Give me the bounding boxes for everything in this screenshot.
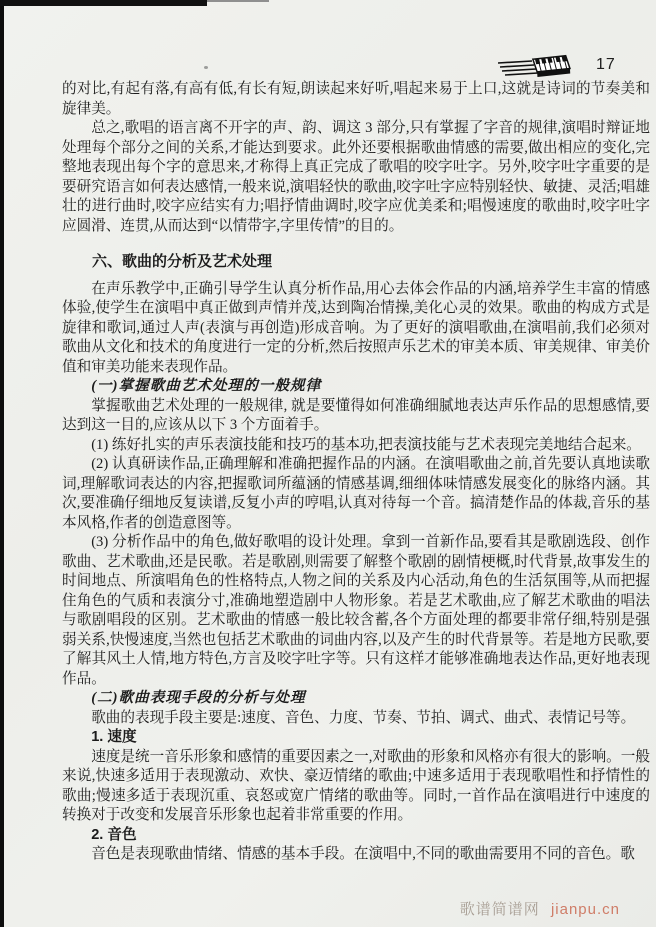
sub-heading: (一)掌握歌曲艺术处理的一般规律 <box>91 378 322 394</box>
paragraph: 音色是表现歌曲情绪、情感的基本手段。在演唱中,不同的歌曲需要用不同的音色。歌 <box>91 846 635 862</box>
scan-smudge <box>204 66 208 69</box>
paragraph: (1) 练好扎实的声乐表演技能和技巧的基本功,把表演技能与艺术表现完美地结合起来。 <box>91 436 641 453</box>
paragraph: 速度是统一音乐形象和感情的重要因素之一,对歌曲的形象和风格亦有很大的影响。一般来说,快速多适用于表现激动、欢快、豪迈情绪的歌曲;中速多适用于表现歌唱性和抒情性的歌曲;慢速多适于表现沉重、哀怒或宽广情绪的歌曲等。同时,一首作品在演唱进行中速度的转换对于改变和发展音乐形象也起着非常重要的作用。 <box>62 748 650 823</box>
paragraph: 总之,歌唱的语言离不开字的声、韵、调这 3 部分,只有掌握了字音的规律,演唱时辩证地处理每个部分之间的关系,才能达到要求。此外还要根据歌曲情感的需要,做出相应的变化,完整地表现出每个字的意思来,才称得上真正完成了歌唱的咬字吐字。另外,咬字吐字重要的是要研究语言如何表达感情,一般来说,演唱轻快的歌曲,咬字吐字应特别轻快、敏捷、灵活;唱雄壮的进行曲时,咬字应结实有力;唱抒情曲调时,咬字应优美柔和;唱慢速度的歌曲时,咬字吐字应圆滑、连贯,从而达到“以情带字,字里传情”的目的。 <box>62 120 650 234</box>
page-number: 17 <box>596 56 616 73</box>
watermark-site-name: 歌谱简谱网 <box>459 901 540 918</box>
site-watermark <box>0 898 620 919</box>
sub-heading: (二)歌曲表现手段的分析与处理 <box>91 690 306 706</box>
scan-edge-left <box>0 0 4 927</box>
piano-keyboard-icon <box>498 49 574 81</box>
numbered-heading: 2. 音色 <box>91 826 137 843</box>
page-body-text <box>62 80 650 865</box>
paragraph: (3) 分析作品中的角色,做好歌唱的设计处理。拿到一首新作品,要看其是歌剧选段、创作歌曲、艺术歌曲,还是民歌。若是歌剧,则需要了解整个歌剧的剧情梗概,时代背景,故事发生的时间地点、所演唱角色的性格特点,人物之间的关系及内心活动,角色的生活氛围等,从而把握住角色的气质和表演分寸,准确地塑造剧中人物形象。若是艺术歌曲,应了解艺术歌曲的唱法与歌剧唱段的区别。艺术歌曲的情感一般比较含蓄,各个方面处理的都要非常仔细,特别是强弱关系,快慢速度,当然也包括艺术歌曲的词曲内容,以及产生的时代背景等。若是地方民歌,要了解其风土人情,地方特色,方言及咬字吐字等。只有这样才能够准确地表达作品,更好地表现作品。 <box>62 534 650 687</box>
paragraph: 歌曲的表现手段主要是:速度、音色、力度、节奏、节拍、调式、曲式、表情记号等。 <box>91 709 636 726</box>
numbered-heading: 1. 速度 <box>91 729 137 745</box>
scan-edge-top-thin <box>207 0 269 2</box>
paragraph: 掌握歌曲艺术处理的一般规律, 就是要懂得如何准确细腻地表达声乐作品的思想感情,要达到这一目的,应该从以下 3 个方面着手。 <box>62 397 650 433</box>
scan-edge-top <box>0 0 207 6</box>
page-header <box>498 48 628 82</box>
paragraph: 在声乐教学中,正确引导学生认真分析作品,用心去体会作品的内涵,培养学生丰富的情感体验,使学生在演唱中真正做到声情并茂,达到陶冶情操,美化心灵的效果。歌曲的构成方式是旋律和歌词,通过人声(表演与再创造)形成音响。为了更好的演唱歌曲,在演唱前,我们必须对歌曲从文化和技术的角度进行一定的分析,然后按照声乐艺术的审美本质、审美规律、审美价值和审美功能来表现作品。 <box>62 280 650 375</box>
paragraph-continuation: 的对比,有起有落,有高有低,有长有短,朗读起来好听,唱起来易于上口,这就是诗词的节奏美和旋律美。 <box>62 81 650 117</box>
paragraph: (2) 认真研读作品,正确理解和准确把握作品的内涵。在演唱歌曲之前,首先要认真地读歌词,理解歌词表达的内容,把握歌词所蕴涵的情感基调,细细体味情感发展变化的脉络内涵。其次,要准确仔细地反复读谱,反复小声的哼唱,认真对待每一个音。搞清楚作品的体裁,音乐的基本风格,作者的创造意图等。 <box>62 456 650 531</box>
section-heading: 六、歌曲的分析及艺术处理 <box>92 253 273 270</box>
watermark-site-url: jianpu.cn <box>550 901 620 918</box>
